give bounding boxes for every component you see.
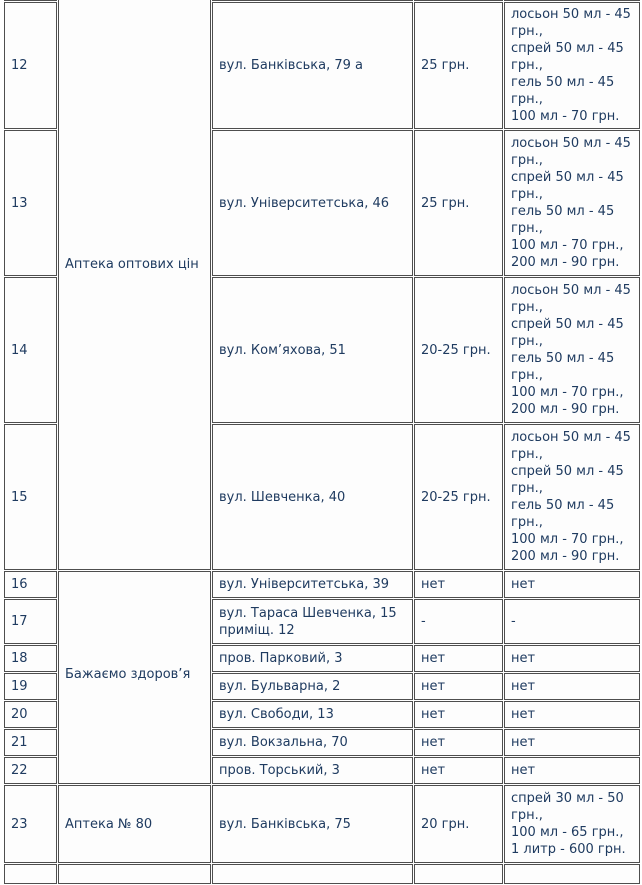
offers-cell: лосьон 50 мл - 45 грн., спрей 50 мл - 45 грн., гель 50 мл - 45 грн., 100 мл - 70 грн. <box>504 2 640 129</box>
row-number: 20 <box>4 701 57 728</box>
table-row <box>4 785 640 863</box>
row-number: 21 <box>4 729 57 756</box>
address-cell: вул. Шевченка, 40 <box>212 424 413 570</box>
price-cell: нет <box>414 571 503 598</box>
offers-cell: нет <box>504 645 640 672</box>
address-cell: вул. Вокзальна, 70 <box>212 729 413 756</box>
pharmacy-name: Аптека оптових цін <box>65 256 199 272</box>
price-cell: нет <box>414 645 503 672</box>
address-cell: пров. Парковий, 3 <box>212 645 413 672</box>
row-number: 18 <box>4 645 57 672</box>
pharmacy-name-cell <box>58 785 211 863</box>
address-cell: вул. Банківська, 79 а <box>212 2 413 129</box>
table-cell <box>414 0 503 1</box>
table-row <box>4 0 640 1</box>
offers-cell: лосьон 50 мл - 45 грн., спрей 50 мл - 45 грн., гель 50 мл - 45 грн., 100 мл - 70 грн., 200 мл - 90 грн. <box>504 277 640 423</box>
price-cell: нет <box>414 701 503 728</box>
row-number: 14 <box>4 277 57 423</box>
table-cell <box>212 0 413 1</box>
row-number: 12 <box>4 2 57 129</box>
address-cell: вул. Банківська, 75 <box>212 785 413 863</box>
address-cell: вул. Свободи, 13 <box>212 701 413 728</box>
row-number: 15 <box>4 424 57 570</box>
row-number: 13 <box>4 130 57 276</box>
address-cell: вул. Університетська, 39 <box>212 571 413 598</box>
table-cell <box>504 864 640 884</box>
row-number: 19 <box>4 673 57 700</box>
price-cell: 25 грн. <box>414 2 503 129</box>
table-row <box>4 864 640 884</box>
price-cell: - <box>414 599 503 644</box>
table-cell <box>504 0 640 1</box>
pharmacy-name-cell <box>58 571 211 784</box>
row-number: 22 <box>4 757 57 784</box>
offers-cell: нет <box>504 701 640 728</box>
price-cell: нет <box>414 757 503 784</box>
pharmacy-name: Бажаємо здоров’я <box>65 667 191 682</box>
price-cell: нет <box>414 729 503 756</box>
offers-cell: нет <box>504 729 640 756</box>
offers-cell: лосьон 50 мл - 45 грн., спрей 50 мл - 45 грн., гель 50 мл - 45 грн., 100 мл - 70 грн., 200 мл - 90 грн. <box>504 424 640 570</box>
price-cell: 20-25 грн. <box>414 277 503 423</box>
offers-cell: нет <box>504 673 640 700</box>
table-cell <box>58 864 211 884</box>
pharmacy-name: Аптека № 80 <box>65 816 153 832</box>
offers-cell: лосьон 50 мл - 45 грн., спрей 50 мл - 45 грн., гель 50 мл - 45 грн., 100 мл - 70 грн., 200 мл - 90 грн. <box>504 130 640 276</box>
offers-cell: нет <box>504 757 640 784</box>
pharmacy-table <box>3 0 641 885</box>
table-cell <box>212 864 413 884</box>
row-number: 23 <box>4 785 57 863</box>
row-number: 16 <box>4 571 57 598</box>
table-row <box>4 571 640 598</box>
table-cell <box>4 0 57 1</box>
address-cell: вул. Тараса Шевченка, 15 приміщ. 12 <box>212 599 413 644</box>
table-cell <box>4 864 57 884</box>
offers-cell: нет <box>504 571 640 598</box>
price-cell: 25 грн. <box>414 130 503 276</box>
address-cell: пров. Торський, 3 <box>212 757 413 784</box>
pharmacy-name-cell <box>58 0 211 570</box>
table-cell <box>414 864 503 884</box>
offers-cell: - <box>504 599 640 644</box>
price-cell: нет <box>414 673 503 700</box>
price-cell: 20 грн. <box>414 785 503 863</box>
row-number: 17 <box>4 599 57 644</box>
address-cell: вул. Університетська, 46 <box>212 130 413 276</box>
offers-cell: спрей 30 мл - 50 грн., 100 мл - 65 грн., 1 литр - 600 грн. <box>504 785 640 863</box>
price-cell: 20-25 грн. <box>414 424 503 570</box>
address-cell: вул. Ком’яхова, 51 <box>212 277 413 423</box>
address-cell: вул. Бульварна, 2 <box>212 673 413 700</box>
